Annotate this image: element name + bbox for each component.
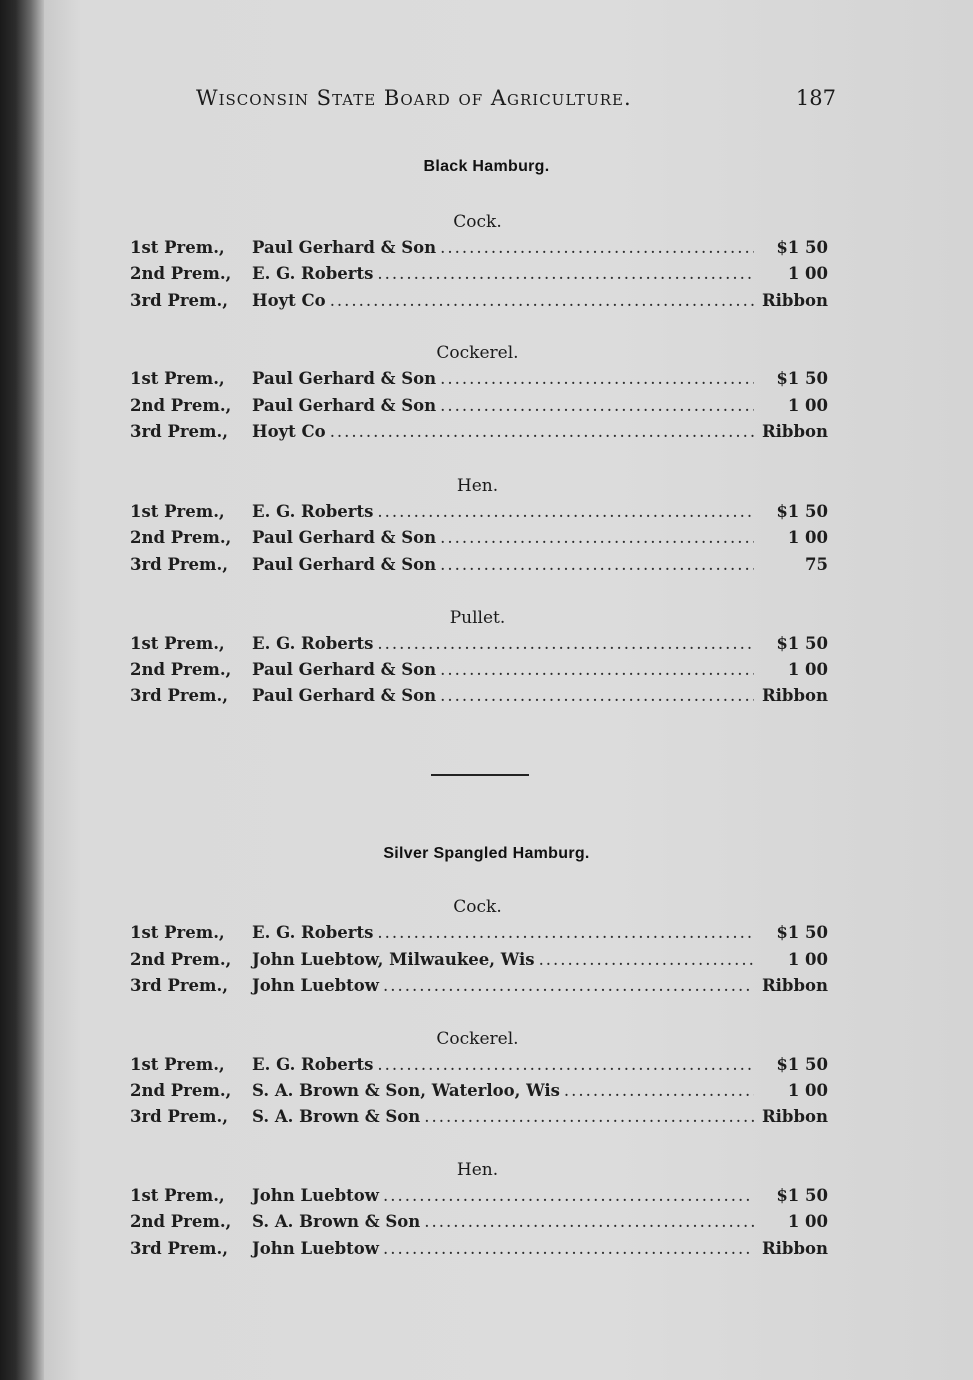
dot-leader xyxy=(377,634,754,653)
dot-leader xyxy=(383,976,754,995)
dot-leader xyxy=(440,660,754,679)
award-winner: E. G. Roberts xyxy=(252,923,374,942)
award-place: 1st Prem., xyxy=(130,238,225,257)
dot-leader xyxy=(377,502,754,521)
award-amount: $1 50 xyxy=(776,923,828,942)
award-winner: S. A. Brown & Son xyxy=(252,1107,421,1126)
dot-leader xyxy=(539,950,754,969)
category-heading: Cockerel. xyxy=(436,343,519,363)
award-winner: Paul Gerhard & Son xyxy=(252,555,437,574)
award-amount: 1 00 xyxy=(787,528,828,547)
award-winner: E. G. Roberts xyxy=(252,1055,374,1074)
award-amount: 1 00 xyxy=(787,660,828,679)
award-row xyxy=(130,369,828,393)
breed-heading: Black Hamburg. xyxy=(423,158,550,175)
award-amount: $1 50 xyxy=(776,238,828,257)
award-amount: $1 50 xyxy=(776,634,828,653)
award-winner: Paul Gerhard & Son xyxy=(252,528,437,547)
award-row xyxy=(130,660,828,684)
award-row xyxy=(130,1107,828,1131)
award-row xyxy=(130,686,828,710)
category-heading: Hen. xyxy=(456,1160,499,1180)
award-amount: 1 00 xyxy=(787,1212,828,1231)
award-place: 2nd Prem., xyxy=(130,264,232,283)
dot-leader xyxy=(377,1055,754,1074)
award-winner: E. G. Roberts xyxy=(252,502,374,521)
award-place: 2nd Prem., xyxy=(130,528,232,547)
dot-leader xyxy=(440,369,754,388)
dot-leader xyxy=(440,686,754,705)
award-winner: Paul Gerhard & Son xyxy=(252,660,437,679)
dot-leader xyxy=(440,396,754,415)
page-number: 187 xyxy=(795,86,836,110)
award-amount: Ribbon xyxy=(761,422,828,441)
award-amount: $1 50 xyxy=(776,1055,828,1074)
dot-leader xyxy=(377,264,754,283)
award-winner: John Luebtow xyxy=(252,1186,380,1205)
award-place: 2nd Prem., xyxy=(130,660,232,679)
award-row xyxy=(130,528,828,552)
award-row xyxy=(130,555,828,579)
award-row xyxy=(130,1212,828,1236)
award-amount: $1 50 xyxy=(776,369,828,388)
dot-leader xyxy=(330,291,754,310)
award-place: 3rd Prem., xyxy=(130,291,229,310)
award-place: 1st Prem., xyxy=(130,1186,225,1205)
dot-leader xyxy=(424,1212,754,1231)
running-head xyxy=(196,86,836,116)
award-winner: E. G. Roberts xyxy=(252,634,374,653)
award-amount: Ribbon xyxy=(761,1107,828,1126)
award-place: 2nd Prem., xyxy=(130,396,232,415)
award-winner: Paul Gerhard & Son xyxy=(252,686,437,705)
award-amount: $1 50 xyxy=(776,502,828,521)
dot-leader xyxy=(440,528,754,547)
award-winner: S. A. Brown & Son, Waterloo, Wis xyxy=(252,1081,560,1100)
award-place: 2nd Prem., xyxy=(130,1081,232,1100)
breed-heading: Silver Spangled Hamburg. xyxy=(383,845,590,862)
award-place: 1st Prem., xyxy=(130,1055,225,1074)
award-place: 3rd Prem., xyxy=(130,976,229,995)
award-amount: Ribbon xyxy=(761,291,828,310)
award-winner: John Luebtow xyxy=(252,1239,380,1258)
category-heading: Pullet. xyxy=(449,608,506,628)
award-amount: Ribbon xyxy=(761,686,828,705)
award-row xyxy=(130,238,828,262)
award-amount: 1 00 xyxy=(787,950,828,969)
award-amount: $1 50 xyxy=(776,1186,828,1205)
award-winner: Paul Gerhard & Son xyxy=(252,369,437,388)
running-head-title: Wisconsin State Board of Agriculture. xyxy=(196,86,632,110)
award-winner: John Luebtow xyxy=(252,976,380,995)
award-row xyxy=(130,264,828,288)
award-row xyxy=(130,923,828,947)
award-place: 1st Prem., xyxy=(130,923,225,942)
dot-leader xyxy=(377,923,754,942)
award-row xyxy=(130,950,828,974)
award-place: 1st Prem., xyxy=(130,369,225,388)
award-winner: John Luebtow, Milwaukee, Wis xyxy=(252,950,535,969)
dot-leader xyxy=(383,1186,754,1205)
award-row xyxy=(130,634,828,658)
award-row xyxy=(130,396,828,420)
award-amount: 1 00 xyxy=(787,1081,828,1100)
award-amount: 1 00 xyxy=(787,264,828,283)
award-amount: Ribbon xyxy=(761,976,828,995)
award-row xyxy=(130,1081,828,1105)
award-place: 3rd Prem., xyxy=(130,555,229,574)
award-winner: Paul Gerhard & Son xyxy=(252,238,437,257)
award-place: 2nd Prem., xyxy=(130,950,232,969)
award-row xyxy=(130,422,828,446)
award-amount: Ribbon xyxy=(761,1239,828,1258)
award-row xyxy=(130,1239,828,1263)
award-place: 2nd Prem., xyxy=(130,1212,232,1231)
award-place: 1st Prem., xyxy=(130,634,225,653)
dot-leader xyxy=(564,1081,754,1100)
dot-leader xyxy=(440,238,754,257)
category-heading: Cockerel. xyxy=(436,1029,519,1049)
dot-leader xyxy=(330,422,754,441)
award-amount: 75 xyxy=(805,555,828,574)
award-row xyxy=(130,291,828,315)
award-winner: E. G. Roberts xyxy=(252,264,374,283)
award-row xyxy=(130,1186,828,1210)
award-place: 3rd Prem., xyxy=(130,422,229,441)
award-place: 1st Prem., xyxy=(130,502,225,521)
award-place: 3rd Prem., xyxy=(130,1239,229,1258)
section-divider xyxy=(431,774,529,776)
award-winner: Paul Gerhard & Son xyxy=(252,396,437,415)
category-heading: Cock. xyxy=(453,897,502,917)
award-row xyxy=(130,1055,828,1079)
dot-leader xyxy=(424,1107,754,1126)
award-row xyxy=(130,502,828,526)
award-amount: 1 00 xyxy=(787,396,828,415)
award-row xyxy=(130,976,828,1000)
award-winner: Hoyt Co xyxy=(252,422,326,441)
dot-leader xyxy=(440,555,754,574)
award-winner: Hoyt Co xyxy=(252,291,326,310)
category-heading: Hen. xyxy=(456,476,499,496)
award-place: 3rd Prem., xyxy=(130,686,229,705)
award-winner: S. A. Brown & Son xyxy=(252,1212,421,1231)
award-place: 3rd Prem., xyxy=(130,1107,229,1126)
category-heading: Cock. xyxy=(453,212,502,232)
dot-leader xyxy=(383,1239,754,1258)
